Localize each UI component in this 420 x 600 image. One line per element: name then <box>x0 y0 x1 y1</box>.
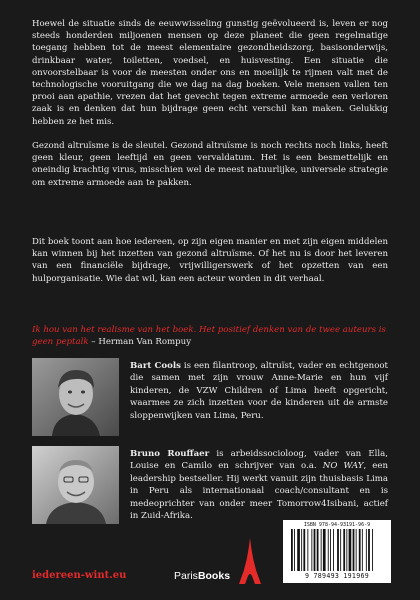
book-summary-paragraph: Dit boek toont aan hoe iedereen, op zijn eigen manier en met zijn eigen middelen kan winnen bij het inzetten van gezond altruïsme. Of het nu is door het leveren van een financiële bijdrage, vrijwilligerswerk of het opzetten van een hulporganisatie. Wie dat wil, kan een acteur worden in dit verhaal. <box>32 237 388 284</box>
endorsement-quote <box>32 324 388 348</box>
author-name: Bart Cools <box>130 361 181 371</box>
author-bio-text-end: , een leadership bestseller. Hij werkt vanuit zijn thuisbasis Lima in Peru als internationaal coach/consultant en is medeoprichter van onder meer Tomorrow4Isibani, actief in Zuid-Afrika. <box>130 461 389 522</box>
author-bio-bruno-rouffaer <box>130 448 388 522</box>
intro-paragraph: Hoewel de situatie sinds de eeuwwisseling gunstig geëvolueerd is, leven er nog steeds honderden miljoenen mensen op deze planeet die geen regelmatige toegang hebben tot de meest elementaire gezondheidszorg, basisonderwijs, drinkbaar water, toiletten, voedsel, en huisvesting. Een situatie die onvoorstelbaar is voor de meesten onder ons en moeilijk te rijmen valt met de technologische vooruitgang die we dag na dag boeken. Vele mensen vallen ten prooi aan apathie, vrezen dat het gevecht tegen extreme armoede een verloren zaak is en denken dat hun bijdrage geen echt verschil kan maken. Gelukkig hebben ze het mis. <box>32 19 388 127</box>
quote-attribution: – Herman Van Rompuy <box>91 337 192 348</box>
author-bio-bart-cools <box>130 360 388 422</box>
author-name: Bruno Rouffaer <box>130 449 210 459</box>
author-bio-text: is arbeidssocioloog, vader van Ella, Louise en Camilo en schrijver van o.a. <box>130 449 388 472</box>
quote-text: Ik hou van het realisme van het boek. Het positief denken van de twee auteurs is geen peptalk <box>32 325 386 348</box>
publisher-name-part2: Books <box>197 570 231 582</box>
author-bio-text: is een filantroop, altruïst, vader en echtgenoot die samen met zijn vrouw Anne-Marie en hun vijf kinderen, de VZW Children of Lima heeft opgericht, waarmee ze zich inzetten voor de kinderen uit de armste sloppenwijken van Lima, Peru. <box>130 361 389 421</box>
isbn-label: ISBN 978-94-93191-96-9 <box>303 522 371 528</box>
altruism-paragraph: Gezond altruïsme is de sleutel. Gezond altruïsme is noch rechts noch links, heeft geen kleur, geen leeftijd en geen vervaldatum. Het is een besmettelijk en oneindig krachtig virus, misschien wel de meest natuurlijke, universele strategie om extreme armoede aan te pakken. <box>32 141 388 188</box>
author-photo-bart-cools <box>32 358 119 436</box>
isbn-digits: 9 789493 191969 <box>304 572 370 580</box>
publisher-logo <box>174 570 230 582</box>
website-link[interactable]: iedereen-wint.eu <box>32 570 127 581</box>
isbn-barcode <box>283 520 391 583</box>
publisher-name-part1: Paris <box>174 570 198 582</box>
barcode-bars <box>291 529 383 571</box>
book-title-no-way: NO WAY <box>322 461 364 472</box>
eiffel-tower-icon <box>238 538 262 584</box>
author-photo-bruno-rouffaer <box>32 446 119 524</box>
